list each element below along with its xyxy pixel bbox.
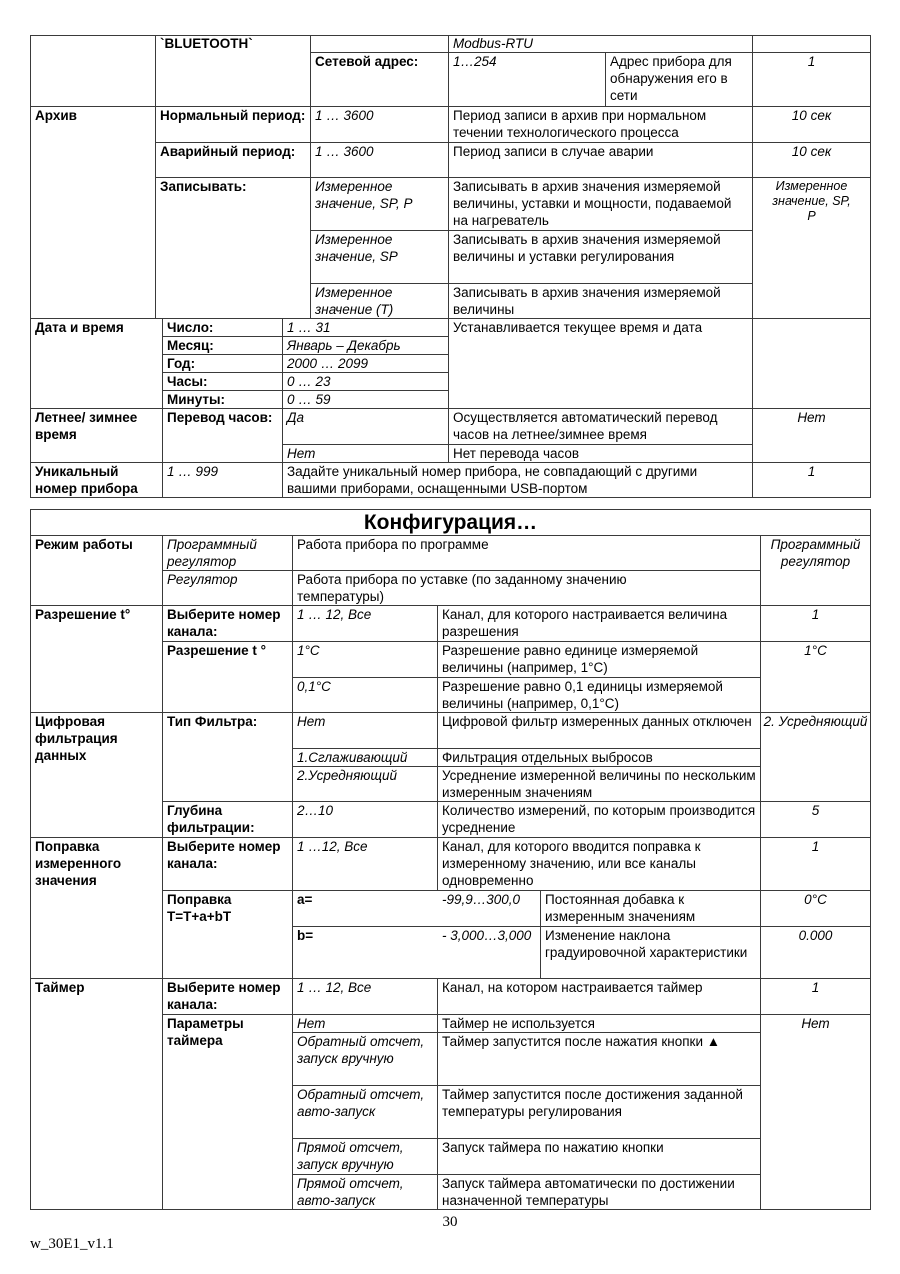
timer-desc-countdown-auto: Таймер запустится после достижения заданной температуры регулирования [442, 1087, 743, 1119]
net-address-label: Сетевой адрес: [315, 54, 419, 69]
archive-alarm-range: 1 … 3600 [315, 144, 374, 159]
archive-record-option-2: Измеренное значение, SP [315, 232, 398, 264]
resolution-option-1: 1°C [297, 643, 320, 658]
dst-desc-yes: Осуществляется автоматический перевод часов на летнее/зимнее время [453, 410, 718, 442]
datetime-year-range: 2000 … 2099 [287, 356, 369, 371]
datetime-group-label: Дата и время [35, 320, 124, 335]
dst-option-no: Нет [287, 446, 316, 461]
timer-option-countdown-auto: Обратный отсчет, авто-запуск [297, 1087, 425, 1119]
filter-depth-label: Глубина фильтрации: [167, 803, 255, 835]
filter-desc-averaging: Усреднение измеренной величины по нескольким измеренным значениям [442, 768, 756, 800]
resolution-channel-default: 1 [811, 607, 820, 622]
timer-desc-countdown-manual: Таймер запустится после нажатия кнопки ▲ [442, 1034, 721, 1049]
datetime-month-label: Месяц: [167, 338, 214, 353]
archive-record-option-3: Измеренное значение (Т) [315, 285, 394, 317]
datetime-hours-label: Часы: [167, 374, 208, 389]
datetime-hours-range: 0 … 23 [287, 374, 331, 389]
datetime-day-range: 1 … 31 [287, 320, 331, 335]
archive-record-desc-3: Записывать в архив значения измеряемой величины [453, 285, 721, 317]
archive-record-label: Записывать: [160, 179, 247, 194]
unique-range: 1 … 999 [167, 464, 219, 479]
datetime-minutes-label: Минуты: [167, 392, 226, 407]
mode-desc-program: Работа прибора по программе [297, 537, 489, 552]
filter-option-none: Нет [297, 714, 326, 729]
mode-group-label: Режим работы [35, 537, 133, 552]
bluetooth-protocol-value: Modbus-RTU [453, 36, 534, 51]
correction-a-default: 0°C [804, 892, 827, 907]
datetime-minutes-range: 0 … 59 [287, 392, 331, 407]
unique-desc: Задайте уникальный номер прибора, не совпадающий с другими вашими приборами, оснащенными USB-портом [287, 464, 698, 496]
resolution-desc-2: Разрешение равно 0,1 единицы измеряемой величины (например, 0,1°C) [442, 679, 723, 711]
timer-channel-range: 1 … 12, Все [297, 980, 372, 995]
correction-group-label: Поправка измеренного значения [35, 839, 122, 888]
archive-group-label: Архив [35, 108, 77, 123]
archive-alarm-label: Аварийный период: [160, 144, 296, 159]
resolution-value-label: Разрешение t ° [167, 643, 267, 658]
filter-depth-desc: Количество измерений, по которым производится усреднение [442, 803, 756, 835]
mode-option-program: Программный регулятор [167, 537, 257, 569]
resolution-default: 1°C [804, 643, 827, 658]
timer-desc-countup-manual: Запуск таймера по нажатию кнопки [442, 1140, 664, 1155]
dst-label: Перевод часов: [167, 410, 273, 425]
archive-record-desc-1: Записывать в архив значения измеряемой величины, уставки и мощности, подаваемой на нагреватель [453, 179, 732, 228]
archive-normal-range: 1 … 3600 [315, 108, 374, 123]
correction-a-desc: Постоянная добавка к измеренным значениям [545, 892, 696, 924]
archive-normal-label: Нормальный период: [160, 108, 306, 123]
mode-desc-regulator: Работа прибора по уставке (по заданному значению температуры) [297, 572, 627, 604]
correction-channel-label: Выберите номер канала: [167, 839, 281, 871]
timer-channel-label: Выберите номер канала: [167, 980, 281, 1012]
correction-channel-default: 1 [811, 839, 820, 854]
correction-b-default: 0.000 [798, 928, 833, 943]
unique-group-label: Уникальный номер прибора [35, 464, 138, 496]
filter-depth-default: 5 [811, 803, 820, 818]
correction-formula-label: Поправка T=T+a+bT [167, 892, 232, 924]
dst-option-yes: Да [287, 410, 305, 425]
mode-option-regulator: Регулятор [167, 572, 238, 587]
filter-desc-smoothing: Фильтрация отдельных выбросов [442, 750, 653, 765]
archive-record-desc-2: Записывать в архив значения измеряемой величины и уставки регулирования [453, 232, 721, 264]
timer-params-label: Параметры таймера [167, 1016, 244, 1048]
timer-group-label: Таймер [35, 980, 85, 995]
net-address-default: 1 [807, 54, 816, 69]
filter-type-default: 2. Усредняющий [763, 714, 868, 729]
correction-b-label: b= [297, 928, 314, 943]
resolution-channel-label: Выберите номер канала: [167, 607, 281, 639]
resolution-desc-1: Разрешение равно единице измеряемой величины (например, 1°C) [442, 643, 699, 675]
bluetooth-label: `BLUETOOTH` [160, 36, 253, 51]
datetime-year-label: Год: [167, 356, 196, 371]
resolution-channel-desc: Канал, для которого настраивается величина разрешения [442, 607, 728, 639]
archive-normal-desc: Период записи в архив при нормальном течении технологического процесса [453, 108, 707, 140]
resolution-option-2: 0,1°C [297, 679, 331, 694]
correction-a-range: -99,9…300,0 [442, 892, 521, 907]
filter-type-label: Тип Фильтра: [167, 714, 258, 729]
configuration-title: Конфигурация… [363, 511, 538, 534]
filter-depth-range: 2…10 [297, 803, 334, 818]
archive-normal-default: 10 сек [791, 108, 832, 123]
timer-channel-desc: Канал, на котором настраивается таймер [442, 980, 703, 995]
page-number: 30 [442, 1214, 458, 1230]
datetime-month-range: Январь – Декабрь [287, 338, 401, 353]
filter-option-averaging: 2.Усредняющий [297, 768, 397, 783]
timer-option-none: Нет [297, 1016, 326, 1031]
net-address-range: 1…254 [453, 54, 497, 69]
archive-record-default: Измеренное значение, SP, P [772, 179, 851, 223]
datetime-desc: Устанавливается текущее время и дата [453, 320, 703, 335]
timer-option-countdown-manual: Обратный отсчет, запуск вручную [297, 1034, 425, 1066]
timer-channel-default: 1 [811, 980, 820, 995]
timer-option-countup-auto: Прямой отсчет, авто-запуск [297, 1176, 404, 1208]
filter-desc-none: Цифровой фильтр измеренных данных отключен [442, 714, 752, 729]
mode-default: Программный регулятор [770, 537, 861, 569]
document-id: w_30E1_v1.1 [30, 1236, 114, 1252]
timer-desc-countup-auto: Запуск таймера автоматически по достижении назначенной температуры [442, 1176, 735, 1208]
dst-desc-no: Нет перевода часов [453, 446, 580, 461]
timer-option-countup-manual: Прямой отсчет, запуск вручную [297, 1140, 404, 1172]
resolution-group-label: Разрешение t° [35, 607, 131, 622]
correction-channel-desc: Канал, для которого вводится поправка к измеренному значению, или все каналы одновременно [442, 839, 701, 888]
filter-group-label: Цифровая фильтрация данных [35, 714, 118, 763]
datetime-day-label: Число: [167, 320, 214, 335]
archive-alarm-desc: Период записи в случае аварии [453, 144, 654, 159]
correction-channel-range: 1 …12, Все [297, 839, 368, 854]
dst-default: Нет [797, 410, 826, 425]
correction-b-desc: Изменение наклона градуировочной характеристики [545, 928, 748, 960]
timer-desc-none: Таймер не используется [442, 1016, 595, 1031]
filter-option-smoothing: 1.Сглаживающий [297, 750, 408, 765]
dst-group-label: Летнее/ зимнее время [35, 410, 138, 442]
timer-params-default: Нет [801, 1016, 830, 1031]
correction-b-range: - 3,000…3,000 [442, 928, 532, 943]
correction-a-label: a= [297, 892, 313, 907]
archive-record-option-1: Измеренное значение, SP, P [315, 179, 413, 211]
net-address-desc: Адрес прибора для обнаружения его в сети [610, 54, 732, 103]
archive-alarm-default: 10 сек [791, 144, 832, 159]
unique-default: 1 [807, 464, 816, 479]
resolution-channel-range: 1 … 12, Все [297, 607, 372, 622]
